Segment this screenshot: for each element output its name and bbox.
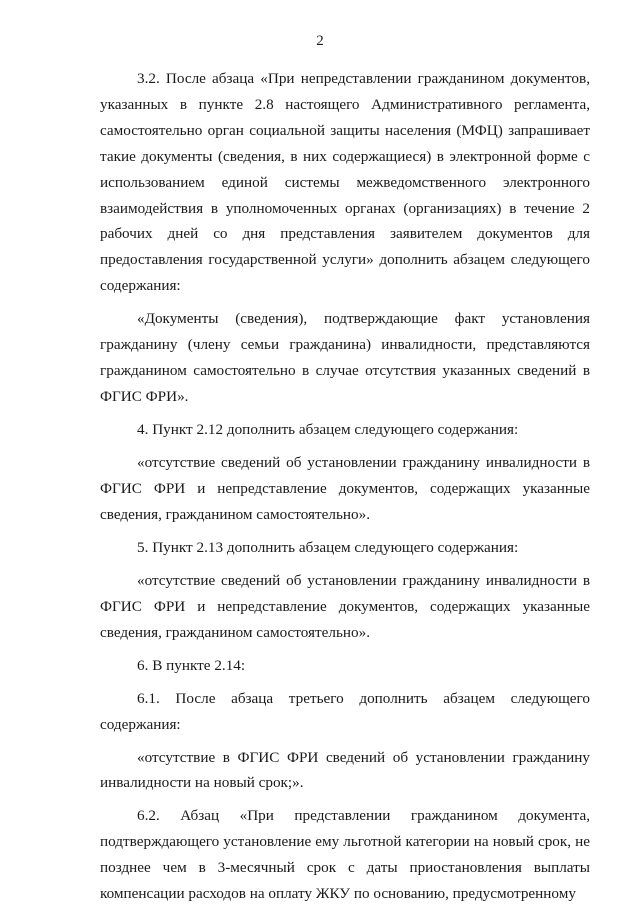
paragraph-3-2: 3.2. После абзаца «При непредставлении гражданином документов, указанных в пункте 2.8 настоящего Административного регламента, самостоятельно орган социальной защиты населения (МФЦ) запрашивает такие документы (сведения, в них содержащиеся) в электронной форме с использованием единой системы межведомственного электронного взаимодействия в уполномоченных органах (организациях) в течение 2 рабочих дней со дня представления заявителем документов для предоставления государственной услуги» дополнить абзацем следующего содержания: [100, 70, 590, 295]
paragraph-4: 4. Пункт 2.12 дополнить абзацем следующего содержания: [137, 420, 519, 438]
paragraph-4-quote: «отсутствие сведений об установлении гражданину инвалидности в ФГИС ФРИ и непредставление документов, содержащих указанные сведения, гражданином самостоятельно». [100, 453, 590, 523]
paragraph-quote-documents: «Документы (сведения), подтверждающие факт установления гражданину (члену семьи гражданина) инвалидности, представляются гражданином самостоятельно в случае отсутствия указанных сведений в ФГИС ФРИ». [100, 310, 590, 405]
document-body [100, 66, 590, 914]
paragraph-6-2: 6.2. Абзац «При представлении гражданином документа, подтверждающего установление ему льготной категории на новый срок, не позднее чем в 3-месячный срок с даты приостановления выплаты компенсации расходов на оплату ЖКУ по основанию, предусмотренному [100, 807, 590, 903]
page-number: 2 [316, 33, 324, 49]
paragraph-6: 6. В пункте 2.14: [137, 656, 246, 674]
paragraph-6-1: 6.1. После абзаца третьего дополнить абзацем следующего содержания: [100, 689, 590, 733]
paragraph-6-1-quote: «отсутствие в ФГИС ФРИ сведений об установлении гражданину инвалидности на новый срок;». [100, 748, 590, 792]
paragraph-5: 5. Пункт 2.13 дополнить абзацем следующего содержания: [137, 538, 519, 556]
paragraph-5-quote: «отсутствие сведений об установлении гражданину инвалидности в ФГИС ФРИ и непредставление документов, содержащих указанные сведения, гражданином самостоятельно». [100, 571, 590, 641]
